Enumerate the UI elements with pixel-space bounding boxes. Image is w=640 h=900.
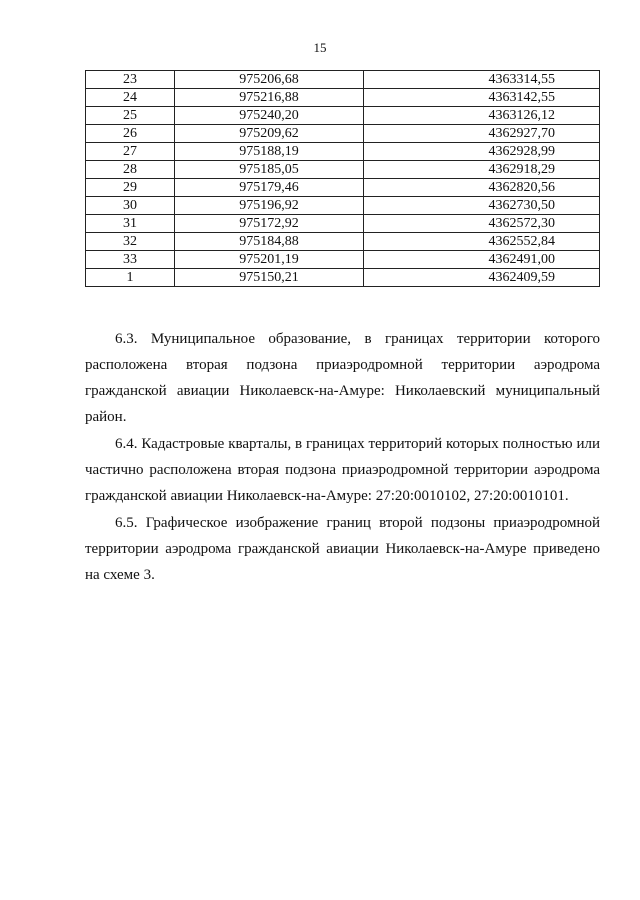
y-coordinate: 4362928,99 [364,143,600,161]
y-coordinate: 4362409,59 [364,269,600,287]
table-row [86,143,600,161]
y-coordinate: 4362927,70 [364,125,600,143]
table-row [86,197,600,215]
x-coordinate: 975216,88 [175,89,364,107]
x-coordinate: 975209,62 [175,125,364,143]
y-coordinate: 4362491,00 [364,251,600,269]
point-number: 32 [86,233,175,251]
table-row [86,89,600,107]
x-coordinate: 975201,19 [175,251,364,269]
paragraph-6-5: 6.5. Графическое изображение границ второй подзоны приаэродромной территории аэродрома гражданской авиации Николаевск-на-Амуре приведено на схеме 3. [85,515,600,583]
page-number: 15 [313,40,327,55]
point-number: 27 [86,143,175,161]
point-number: 1 [86,269,175,287]
point-number: 28 [86,161,175,179]
x-coordinate: 975184,88 [175,233,364,251]
table-row [86,233,600,251]
x-coordinate: 975196,92 [175,197,364,215]
x-coordinate: 975172,92 [175,215,364,233]
y-coordinate: 4362730,50 [364,197,600,215]
y-coordinate: 4362820,56 [364,179,600,197]
point-number: 23 [86,71,175,89]
point-number: 29 [86,179,175,197]
table-row [86,215,600,233]
table-row [86,125,600,143]
point-number: 31 [86,215,175,233]
paragraph-6-4: 6.4. Кадастровые кварталы, в границах территорий которых полностью или частично расположена вторая подзона приаэродромной территории аэродрома гражданской авиации Николаевск-на-Амуре: 27:20:0010102, 27:20:0010101. [85,436,600,504]
point-number: 26 [86,125,175,143]
x-coordinate: 975188,19 [175,143,364,161]
table-row [86,161,600,179]
point-number: 30 [86,197,175,215]
table-row [86,251,600,269]
paragraph-6-3: 6.3. Муниципальное образование, в границах территории которого расположена вторая подзона приаэродромной территории аэродрома гражданской авиации Николаевск-на-Амуре: Николаевский муниципальный район. [85,331,600,425]
y-coordinate: 4363314,55 [364,71,600,89]
y-coordinate: 4363126,12 [364,107,600,125]
y-coordinate: 4363142,55 [364,89,600,107]
table-row [86,107,600,125]
coordinates-table [85,70,600,287]
body-text [85,326,600,589]
y-coordinate: 4362572,30 [364,215,600,233]
y-coordinate: 4362552,84 [364,233,600,251]
table-row [86,71,600,89]
table-row [86,269,600,287]
point-number: 25 [86,107,175,125]
x-coordinate: 975179,46 [175,179,364,197]
table-row [86,179,600,197]
x-coordinate: 975206,68 [175,71,364,89]
point-number: 33 [86,251,175,269]
x-coordinate: 975240,20 [175,107,364,125]
x-coordinate: 975150,21 [175,269,364,287]
y-coordinate: 4362918,29 [364,161,600,179]
point-number: 24 [86,89,175,107]
x-coordinate: 975185,05 [175,161,364,179]
